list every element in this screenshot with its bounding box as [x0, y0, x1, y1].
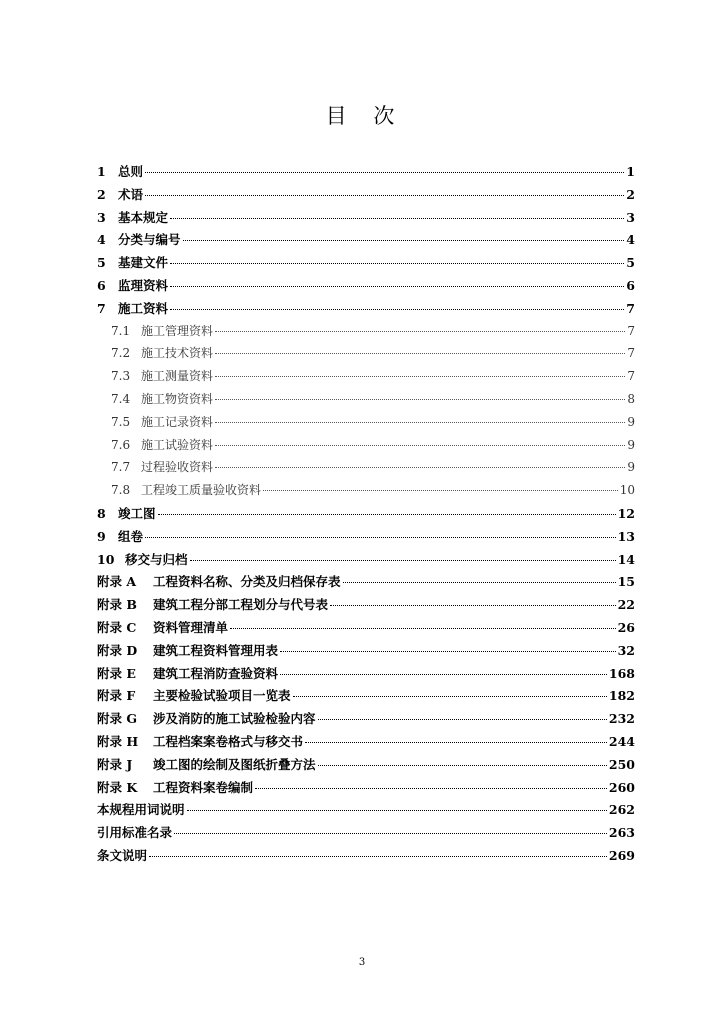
toc-appendix-entry[interactable]: [97, 778, 635, 801]
toc-entry-page: 7: [627, 346, 635, 361]
toc-entry-label: 竣工图: [118, 505, 156, 521]
toc-entry-number: 附录 G: [97, 711, 138, 727]
dot-leader: [215, 331, 625, 332]
toc-entry-number: 3: [97, 209, 106, 225]
toc-appendix-entry[interactable]: [97, 664, 635, 687]
toc-entry[interactable]: [97, 162, 635, 185]
toc-entry-label: 涉及消防的施工试验检验内容: [153, 711, 316, 727]
toc-entry-page: 12: [617, 505, 635, 521]
dot-leader: [170, 286, 624, 287]
dot-leader: [215, 422, 625, 423]
toc-entry-page: 182: [608, 688, 635, 704]
dot-leader: [330, 605, 616, 606]
dot-leader: [215, 376, 625, 377]
dot-leader: [215, 353, 625, 354]
toc-entry-number: 7.8: [111, 483, 131, 498]
toc-entry[interactable]: [97, 185, 635, 208]
toc-entry-label: 工程竣工质量验收资料: [141, 483, 262, 498]
toc-entry[interactable]: [97, 504, 635, 527]
toc-entry-label: 过程验收资料: [141, 460, 214, 475]
toc-entry-number: 7.3: [111, 369, 131, 384]
dot-leader: [190, 560, 616, 561]
toc-entry-label: 建筑工程分部工程划分与代号表: [153, 597, 329, 613]
toc-entry-page: 262: [608, 802, 635, 818]
dot-leader: [187, 810, 607, 811]
dot-leader: [343, 582, 616, 583]
toc-entry-number: 5: [97, 255, 106, 271]
toc-entry-number: 附录 C: [97, 619, 137, 635]
dot-leader: [230, 628, 616, 629]
toc-entry-label: 引用标准名录: [97, 825, 173, 841]
toc-entry-number: 附录 J: [97, 756, 133, 772]
toc-entry-number: 附录 E: [97, 665, 136, 681]
toc-appendix-entry[interactable]: [97, 732, 635, 755]
toc-entry-number: 7.4: [111, 391, 131, 406]
dot-leader: [215, 467, 625, 468]
toc-entry-page: 10: [619, 483, 635, 498]
dot-leader: [280, 674, 607, 675]
toc-entry-label: 建筑工程消防查验资料: [153, 665, 279, 681]
toc-entry-label: 基本规定: [118, 209, 169, 225]
dot-leader: [145, 195, 624, 196]
toc-entry-page: 260: [608, 779, 635, 795]
toc-entry-number: 附录 A: [97, 574, 137, 590]
dot-leader: [183, 240, 625, 241]
toc-subentry[interactable]: [97, 481, 635, 504]
toc-entry-number: 7: [97, 300, 106, 316]
toc-entry-label: 施工物资资料: [141, 391, 214, 406]
toc-entry-page: 7: [627, 369, 635, 384]
dot-leader: [170, 263, 624, 264]
toc-entry-page: 244: [608, 733, 635, 749]
toc-entry[interactable]: [97, 823, 635, 846]
toc-entry-number: 10: [97, 551, 115, 567]
toc-entry-label: 组卷: [118, 528, 144, 544]
toc-appendix-entry[interactable]: [97, 686, 635, 709]
toc-entry-page: 22: [617, 597, 635, 613]
dot-leader: [170, 309, 624, 310]
toc-entry-page: 250: [608, 756, 635, 772]
toc-entry-page: 8: [627, 391, 635, 406]
toc-appendix-entry[interactable]: [97, 572, 635, 595]
toc-entry[interactable]: [97, 527, 635, 550]
toc-subentry[interactable]: [97, 413, 635, 436]
toc-entry-label: 监理资料: [118, 277, 169, 293]
table-of-contents: [97, 162, 635, 869]
dot-leader: [318, 765, 607, 766]
toc-entry[interactable]: [97, 230, 635, 253]
toc-entry-label: 总则: [118, 164, 144, 179]
toc-entry-page: 3: [626, 209, 635, 225]
toc-entry-number: 8: [97, 505, 106, 521]
dot-leader: [263, 490, 618, 491]
toc-entry-label: 移交与归档: [125, 551, 188, 567]
dot-leader: [149, 856, 607, 857]
toc-entry-page: 6: [626, 277, 635, 293]
toc-entry-label: 工程资料案卷编制: [153, 779, 254, 795]
toc-entry-page: 7: [626, 300, 635, 316]
toc-subentry[interactable]: [97, 322, 635, 345]
page-number: 3: [358, 957, 366, 968]
toc-entry-page: 2: [626, 186, 635, 202]
toc-entry-page: 232: [608, 711, 635, 727]
toc-entry[interactable]: [97, 550, 635, 573]
dot-leader: [280, 651, 616, 652]
toc-entry-page: 4: [626, 232, 635, 248]
toc-appendix-entry[interactable]: [97, 641, 635, 664]
toc-entry-number: 附录 H: [97, 733, 139, 749]
toc-entry-label: 工程档案案卷格式与移交书: [153, 733, 304, 749]
toc-entry-label: 施工测量资料: [141, 369, 214, 384]
dot-leader: [215, 399, 625, 400]
toc-entry-page: 13: [617, 528, 635, 544]
toc-subentry[interactable]: [97, 367, 635, 390]
toc-entry-number: 6: [97, 277, 106, 293]
toc-entry-page: 168: [608, 665, 635, 681]
dot-leader: [158, 514, 616, 515]
toc-appendix-entry[interactable]: [97, 755, 635, 778]
toc-entry-label: 工程资料名称、分类及归档保存表: [153, 574, 341, 590]
toc-entry-page: 269: [608, 847, 635, 863]
toc-entry-number: 7.2: [111, 346, 131, 361]
toc-entry-page: 263: [608, 825, 635, 841]
toc-entry-page: 1: [626, 164, 635, 179]
toc-appendix-entry[interactable]: [97, 618, 635, 641]
dot-leader: [145, 537, 616, 538]
toc-entry-page: 9: [627, 460, 635, 475]
dot-leader: [145, 172, 624, 173]
dot-leader: [318, 719, 607, 720]
toc-entry-number: 附录 B: [97, 597, 137, 613]
toc-entry-page: 14: [617, 551, 635, 567]
toc-entry-label: 竣工图的绘制及图纸折叠方法: [153, 756, 316, 772]
toc-entry-page: 7: [627, 323, 635, 338]
toc-subentry[interactable]: [97, 436, 635, 459]
toc-entry-label: 分类与编号: [118, 232, 181, 248]
toc-entry-label: 主要检验试验项目一览表: [153, 688, 291, 704]
toc-entry-number: 2: [97, 186, 106, 202]
toc-entry[interactable]: [97, 208, 635, 231]
toc-subentry[interactable]: [97, 390, 635, 413]
toc-entry-label: 施工记录资料: [141, 414, 214, 429]
toc-entry-number: 1: [97, 164, 106, 179]
toc-entry-number: 4: [97, 232, 106, 248]
dot-leader: [215, 445, 625, 446]
dot-leader: [305, 742, 607, 743]
toc-appendix-entry[interactable]: [97, 595, 635, 618]
toc-subentry[interactable]: [97, 458, 635, 481]
dot-leader: [255, 788, 607, 789]
toc-entry[interactable]: [97, 800, 635, 823]
toc-entry-label: 基建文件: [118, 255, 169, 271]
page-title: 目 次: [325, 104, 405, 128]
toc-entry-page: 15: [617, 574, 635, 590]
toc-entry-label: 施工资料: [118, 300, 169, 316]
toc-entry-number: 7.6: [111, 437, 131, 452]
toc-entry-label: 施工试验资料: [141, 437, 214, 452]
toc-entry[interactable]: [97, 276, 635, 299]
toc-entry-number: 附录 D: [97, 642, 138, 658]
toc-appendix-entry[interactable]: [97, 709, 635, 732]
toc-entry-number: 7.5: [111, 414, 131, 429]
toc-entry-number: 9: [97, 528, 106, 544]
dot-leader: [170, 218, 624, 219]
dot-leader: [293, 696, 607, 697]
toc-entry-label: 资料管理清单: [153, 619, 229, 635]
toc-entry-page: 5: [626, 255, 635, 271]
toc-entry[interactable]: [97, 253, 635, 276]
toc-entry-label: 施工技术资料: [141, 346, 214, 361]
dot-leader: [174, 833, 607, 834]
toc-entry-label: 条文说明: [97, 847, 148, 863]
toc-entry[interactable]: [97, 299, 635, 322]
toc-entry-number: 附录 K: [97, 779, 138, 795]
toc-entry[interactable]: [97, 846, 635, 869]
toc-subentry[interactable]: [97, 344, 635, 367]
toc-entry-page: 9: [627, 437, 635, 452]
toc-entry-number: 7.7: [111, 460, 131, 475]
toc-entry-page: 9: [627, 414, 635, 429]
toc-entry-number: 7.1: [111, 323, 131, 338]
toc-entry-label: 本规程用词说明: [97, 802, 185, 818]
toc-entry-label: 施工管理资料: [141, 323, 214, 338]
toc-entry-page: 32: [617, 642, 635, 658]
toc-entry-label: 术语: [118, 186, 144, 202]
toc-entry-page: 26: [617, 619, 635, 635]
toc-entry-label: 建筑工程资料管理用表: [153, 642, 279, 658]
toc-entry-number: 附录 F: [97, 688, 136, 704]
